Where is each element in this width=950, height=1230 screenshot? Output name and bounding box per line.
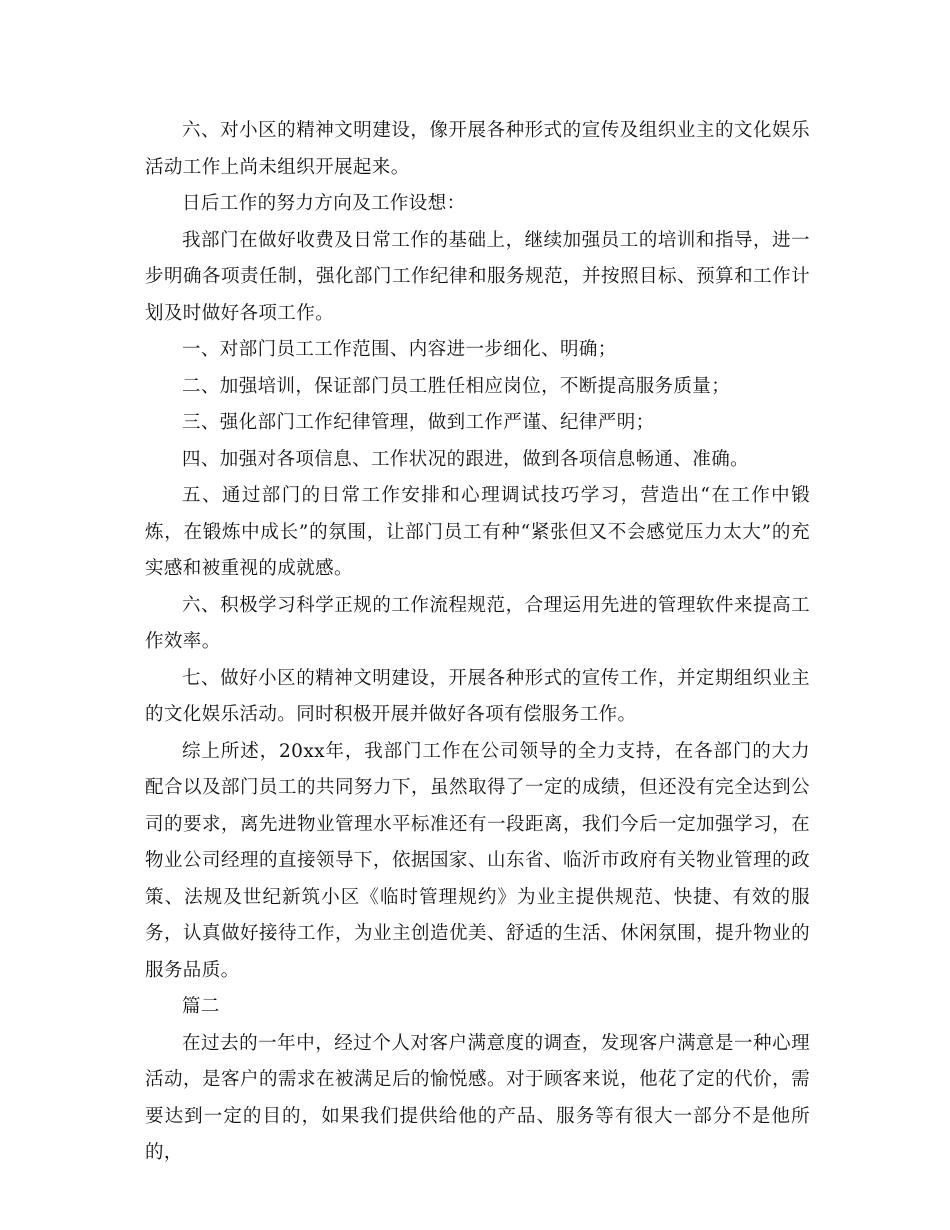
- list-item: 五、通过部门的日常工作安排和心理调试技巧学习，营造出“在工作中锻炼，在锻炼中成长”的氛围，让部门员工有种“紧张但又不会感觉压力太大”的充实感和被重视的成就感。: [145, 485, 810, 579]
- list-item: 二、加强培训，保证部门员工胜任相应岗位，不断提高服务质量；: [182, 375, 731, 397]
- list-item: 三、强化部门工作纪律管理，做到工作严谨、纪律严明；: [182, 412, 655, 433]
- paragraph: 在过去的一年中，经过个人对客户满意度的调查，发现客户满意是一种心理活动，是客户的需求在被满足后的愉悦感。对于顾客来说，他花了定的代价，需要达到一定的目的，如果我们提供给他的产品、服务等有很大一部分不是他所的，: [145, 1032, 810, 1163]
- paragraph: 六、对小区的精神文明建设，像开展各种形式的宣传及组织业主的文化娱乐活动工作上尚未组织开展起来。: [145, 120, 810, 178]
- document-body: [145, 113, 810, 1172]
- list-item: 六、积极学习科学正规的工作流程规范，合理运用先进的管理软件来提高工作效率。: [145, 594, 810, 652]
- section-heading: 篇二: [182, 996, 220, 1017]
- summary-paragraph: 综上所述，20xx年，我部门工作在公司领导的全力支持，在各部门的大力配合以及部门员工的共同努力下，虽然取得了一定的成绩，但还没有完全达到公司的要求，离先进物业管理水平标准还有一段距离，我们今后一定加强学习，在物业公司经理的直接领导下，依据国家、山东省、临沂市政府有关物业管理的政策、法规及世纪新筑小区《临时管理规约》为业主提供规范、快捷、有效的服务，认真做好接待工作，为业主创造优美、舒适的生活、休闲氛围，提升物业的服务品质。: [145, 740, 810, 981]
- list-item: 四、加强对各项信息、工作状况的跟进，做到各项信息畅通、准确。: [182, 448, 750, 470]
- list-item: 一、对部门员工工作范围、内容进一步细化、明确；: [182, 339, 617, 360]
- list-item: 七、做好小区的精神文明建设，开展各种形式的宣传工作，并定期组织业主的文化娱乐活动。同时积极开展并做好各项有偿服务工作。: [145, 667, 810, 725]
- paragraph: 我部门在做好收费及日常工作的基础上，继续加强员工的培训和指导，进一步明确各项责任制，强化部门工作纪律和服务规范，并按照目标、预算和工作计划及时做好各项工作。: [145, 229, 810, 324]
- paragraph: 日后工作的努力方向及工作设想：: [182, 193, 466, 214]
